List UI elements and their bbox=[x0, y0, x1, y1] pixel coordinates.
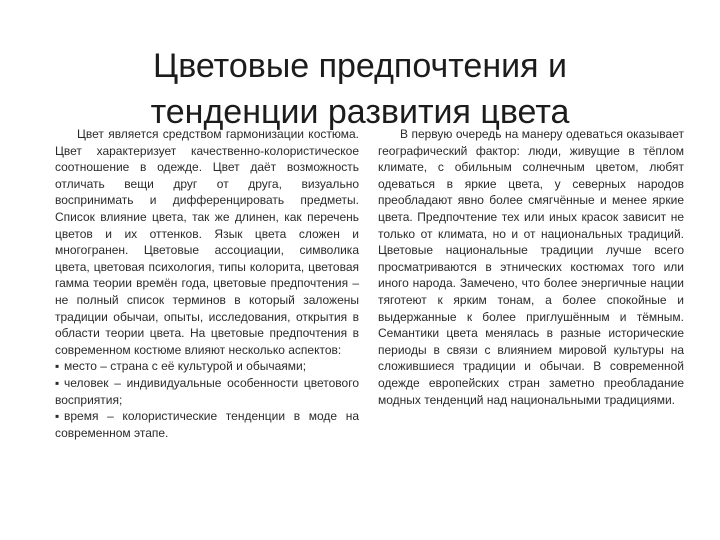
title-line-2: тенденции развития цвета bbox=[150, 92, 570, 131]
aspect-item-place bbox=[55, 358, 359, 375]
left-text-column bbox=[55, 126, 359, 441]
aspect-text: человек – индивидуальные особенности цветового восприятия; bbox=[55, 375, 359, 407]
aspect-text: место – страна с её культурой и обычаями; bbox=[64, 359, 307, 374]
title-line-1: Цветовые предпочтения и bbox=[153, 46, 567, 85]
aspect-item-person bbox=[55, 375, 359, 408]
aspects-list bbox=[55, 358, 359, 441]
bullet-icon: ▪ bbox=[55, 409, 60, 424]
right-text-column bbox=[378, 126, 684, 408]
slide-title bbox=[40, 43, 680, 135]
left-intro-paragraph: Цвет является средством гармонизации костюма. Цвет характеризует качественно-колористическое соотношение в одежде. Цвет даёт возможность отличать вещи друг от друга, визуально воспринимать и дифференцировать предметы. Список влияние цвета, так же длинен, как перечень цветов и их оттенков. Язык цвета сложен и многогранен. Цветовые ассоциации, символика цвета, цветовая психология, типы колорита, цветовая гамма теории времён года, цветовые предпочтения – не полный список терминов в который заложены традиции обычаи, опыты, исследования, открытия в области теории цвета. На цветовые предпочтения в современном костюме влияют несколько аспектов: bbox=[55, 127, 359, 357]
bullet-icon: ▪ bbox=[55, 375, 60, 390]
right-paragraph: В первую очередь на манеру одеваться оказывает географический фактор: люди, живущие в тёплом климате, с обильным солнечным цветом, любят одеваться в яркие цвета, у северных народов преобладают явно более смягчённые и менее яркие цвета. Предпочтение тех или иных красок зависит не только от климата, но и от национальных традиций. Цветовые национальные традиции лучше всего просматриваются в этнических костюмах того или иного народа. Замечено, что более энергичные нации тяготеют к ярким тонам, а более спокойные и выдержанные к более приглушённым и тёмным. Семантики цвета менялась в разные исторические периоды в связи с влиянием мировой культуры на сложившиеся традиции и обычаи. В современной одежде европейских стран заметно преобладание модных тенденций над национальными традициями. bbox=[378, 127, 684, 407]
aspect-text: время – колористические тенденции в моде на современном этапе. bbox=[55, 409, 359, 440]
aspect-item-time bbox=[55, 408, 359, 441]
bullet-icon: ▪ bbox=[55, 359, 60, 374]
